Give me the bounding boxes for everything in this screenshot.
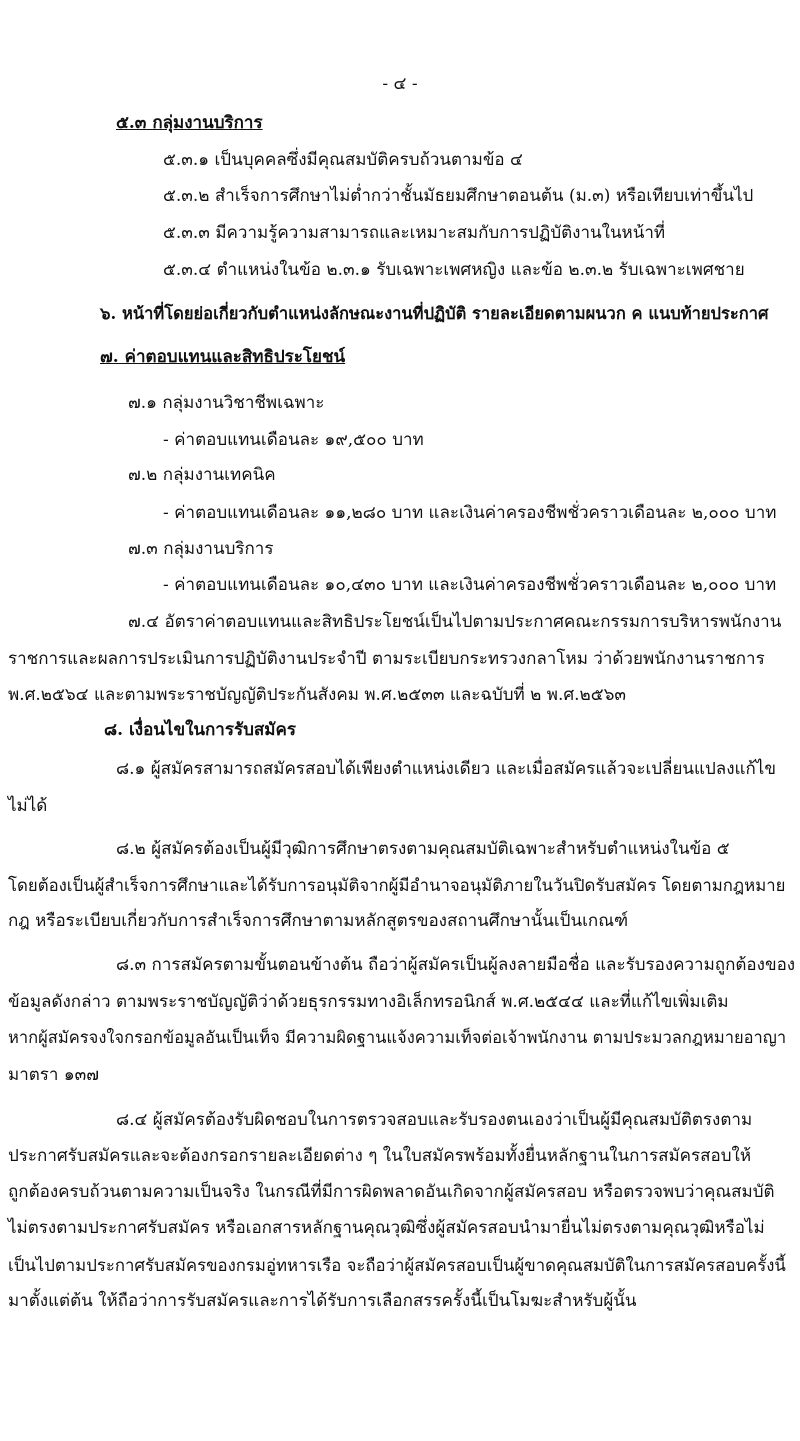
paragraph-8-2-line: ๘.๒ ผู้สมัครต้องเป็นผู้มีวุฒิการศึกษาตรงตามคุณสมบัติเฉพาะสำหรับตำแหน่งในข้อ ๕ xyxy=(116,839,730,859)
paragraph-8-4-line: ประกาศรับสมัครและจะต้องกรอกรายละเอียดต่าง ๆ ในใบสมัครพร้อมทั้งยื่นหลักฐานในการสมัครสอบให้ xyxy=(8,1146,752,1166)
paragraph-7-4-line: ๗.๔ อัตราค่าตอบแทนและสิทธิประโยชน์เป็นไปตามประกาศคณะกรรมการบริหารพนักงาน xyxy=(128,612,782,632)
paragraph-8-1-line: ๘.๑ ผู้สมัครสามารถสมัครสอบได้เพียงตำแหน่งเดียว และเมื่อสมัครแล้วจะเปลี่ยนแปลงแก้ไข xyxy=(116,759,776,779)
paragraph-8-2-line: โดยต้องเป็นผู้สำเร็จการศึกษาและได้รับการอนุมัติจากผู้มีอำนาจอนุมัติภายในวันปิดรับสมัคร โดยตามกฎหมาย xyxy=(8,875,786,895)
paragraph-8-2-line: กฎ หรือระเบียบเกี่ยวกับการสำเร็จการศึกษาตามหลักสูตรของสถานศึกษานั้นเป็นเกณฑ์ xyxy=(8,911,629,931)
paragraph-7-4-line: ราชการและผลการประเมินการปฏิบัติงานประจำปี ตามระเบียบกระทรวงกลาโหม ว่าด้วยพนักงานราชการ xyxy=(8,649,765,669)
section-5-3-item: ๕.๓.๒ สำเร็จการศึกษาไม่ต่ำกว่าชั้นมัธยมศึกษาตอนต้น (ม.๓) หรือเทียบเท่าขึ้นไป xyxy=(163,186,754,206)
section-8-heading: ๘. เงื่อนไขในการรับสมัคร xyxy=(104,720,296,740)
paragraph-7-4-line: พ.ศ.๒๕๖๔ และตามพระราชบัญญัติประกันสังคม พ.ศ.๒๕๓๓ และฉบับที่ ๒ พ.ศ.๒๕๖๓ xyxy=(8,685,627,705)
group-7-2-pay: - ค่าตอบแทนเดือนละ ๑๑,๒๘๐ บาท และเงินค่าครองชีพชั่วคราวเดือนละ ๒,๐๐๐ บาท xyxy=(163,503,777,523)
section-6-text: ๖. หน้าที่โดยย่อเกี่ยวกับตำแหน่งลักษณะงานที่ปฏิบัติ รายละเอียดตามผนวก ค แนบท้ายประกาศ xyxy=(100,304,769,323)
section-7-heading: ๗. ค่าตอบแทนและสิทธิประโยชน์ xyxy=(100,347,346,367)
paragraph-8-4-line: มาตั้งแต่ต้น ให้ถือว่าการรับสมัครและการได้รับการเลือกสรรครั้งนี้เป็นโมฆะสำหรับผู้นั้น xyxy=(8,1291,637,1311)
group-7-3-label: ๗.๓ กลุ่มงานบริการ xyxy=(128,539,274,559)
group-7-1-pay: - ค่าตอบแทนเดือนละ ๑๙,๕๐๐ บาท xyxy=(163,430,424,450)
paragraph-8-3-line: ๘.๓ การสมัครตามขั้นตอนข้างต้น ถือว่าผู้สมัครเป็นผู้ลงลายมือชื่อ และรับรองความถูกต้องของ xyxy=(116,955,796,975)
section-5-3-item: ๕.๓.๓ มีความรู้ความสามารถและเหมาะสมกับการปฏิบัติงานในหน้าที่ xyxy=(163,223,666,243)
section-5-3-item: ๕.๓.๑ เป็นบุคคลซึ่งมีคุณสมบัติครบถ้วนตามข้อ ๔ xyxy=(163,150,523,170)
paragraph-8-3-line: มาตรา ๑๓๗ xyxy=(8,1065,100,1085)
page-number: - ๔ - xyxy=(382,74,418,94)
paragraph-8-4-line: ถูกต้องครบถ้วนตามความเป็นจริง ในกรณีที่มีการผิดพลาดอันเกิดจากผู้สมัครสอบ หรือตรวจพบว่าคุณสมบัติ xyxy=(8,1182,775,1202)
paragraph-8-4-line: ๘.๔ ผู้สมัครต้องรับผิดชอบในการตรวจสอบและรับรองตนเองว่าเป็นผู้มีคุณสมบัติตรงตาม xyxy=(116,1110,753,1130)
section-5-3-heading: ๕.๓ กลุ่มงานบริการ xyxy=(116,113,263,133)
paragraph-8-4-line: เป็นไปตามประกาศรับสมัครของกรมอู่ทหารเรือ จะถือว่าผู้สมัครสอบเป็นผู้ขาดคุณสมบัติในการสมัครสอบครั้งนี้ xyxy=(8,1255,786,1275)
group-7-1-label: ๗.๑ กลุ่มงานวิชาชีพเฉพาะ xyxy=(128,393,325,413)
paragraph-8-4-line: ไม่ตรงตามประกาศรับสมัคร หรือเอกสารหลักฐานคุณวุฒิซึ่งผู้สมัครสอบนำมายื่นไม่ตรงตามคุณวุฒิหรือไม่ xyxy=(8,1218,765,1238)
section-5-3-item: ๕.๓.๔ ตำแหน่งในข้อ ๒.๓.๑ รับเฉพาะเพศหญิง และข้อ ๒.๓.๒ รับเฉพาะเพศชาย xyxy=(163,260,745,280)
group-7-3-pay: - ค่าตอบแทนเดือนละ ๑๐,๔๓๐ บาท และเงินค่าครองชีพชั่วคราวเดือนละ ๒,๐๐๐ บาท xyxy=(163,575,777,595)
paragraph-8-3-line: ข้อมูลดังกล่าว ตามพระราชบัญญัติว่าด้วยธุรกรรมทางอิเล็กทรอนิกส์ พ.ศ.๒๕๔๔ และที่แก้ไขเพิ่มเติม xyxy=(8,992,729,1012)
paragraph-8-1-line: ไม่ได้ xyxy=(8,796,48,816)
group-7-2-label: ๗.๒ กลุ่มงานเทคนิค xyxy=(128,465,276,485)
paragraph-8-3-line: หากผู้สมัครจงใจกรอกข้อมูลอันเป็นเท็จ มีความผิดฐานแจ้งความเท็จต่อเจ้าพนักงาน ตามประมวลกฎหมายอาญา xyxy=(8,1028,787,1047)
